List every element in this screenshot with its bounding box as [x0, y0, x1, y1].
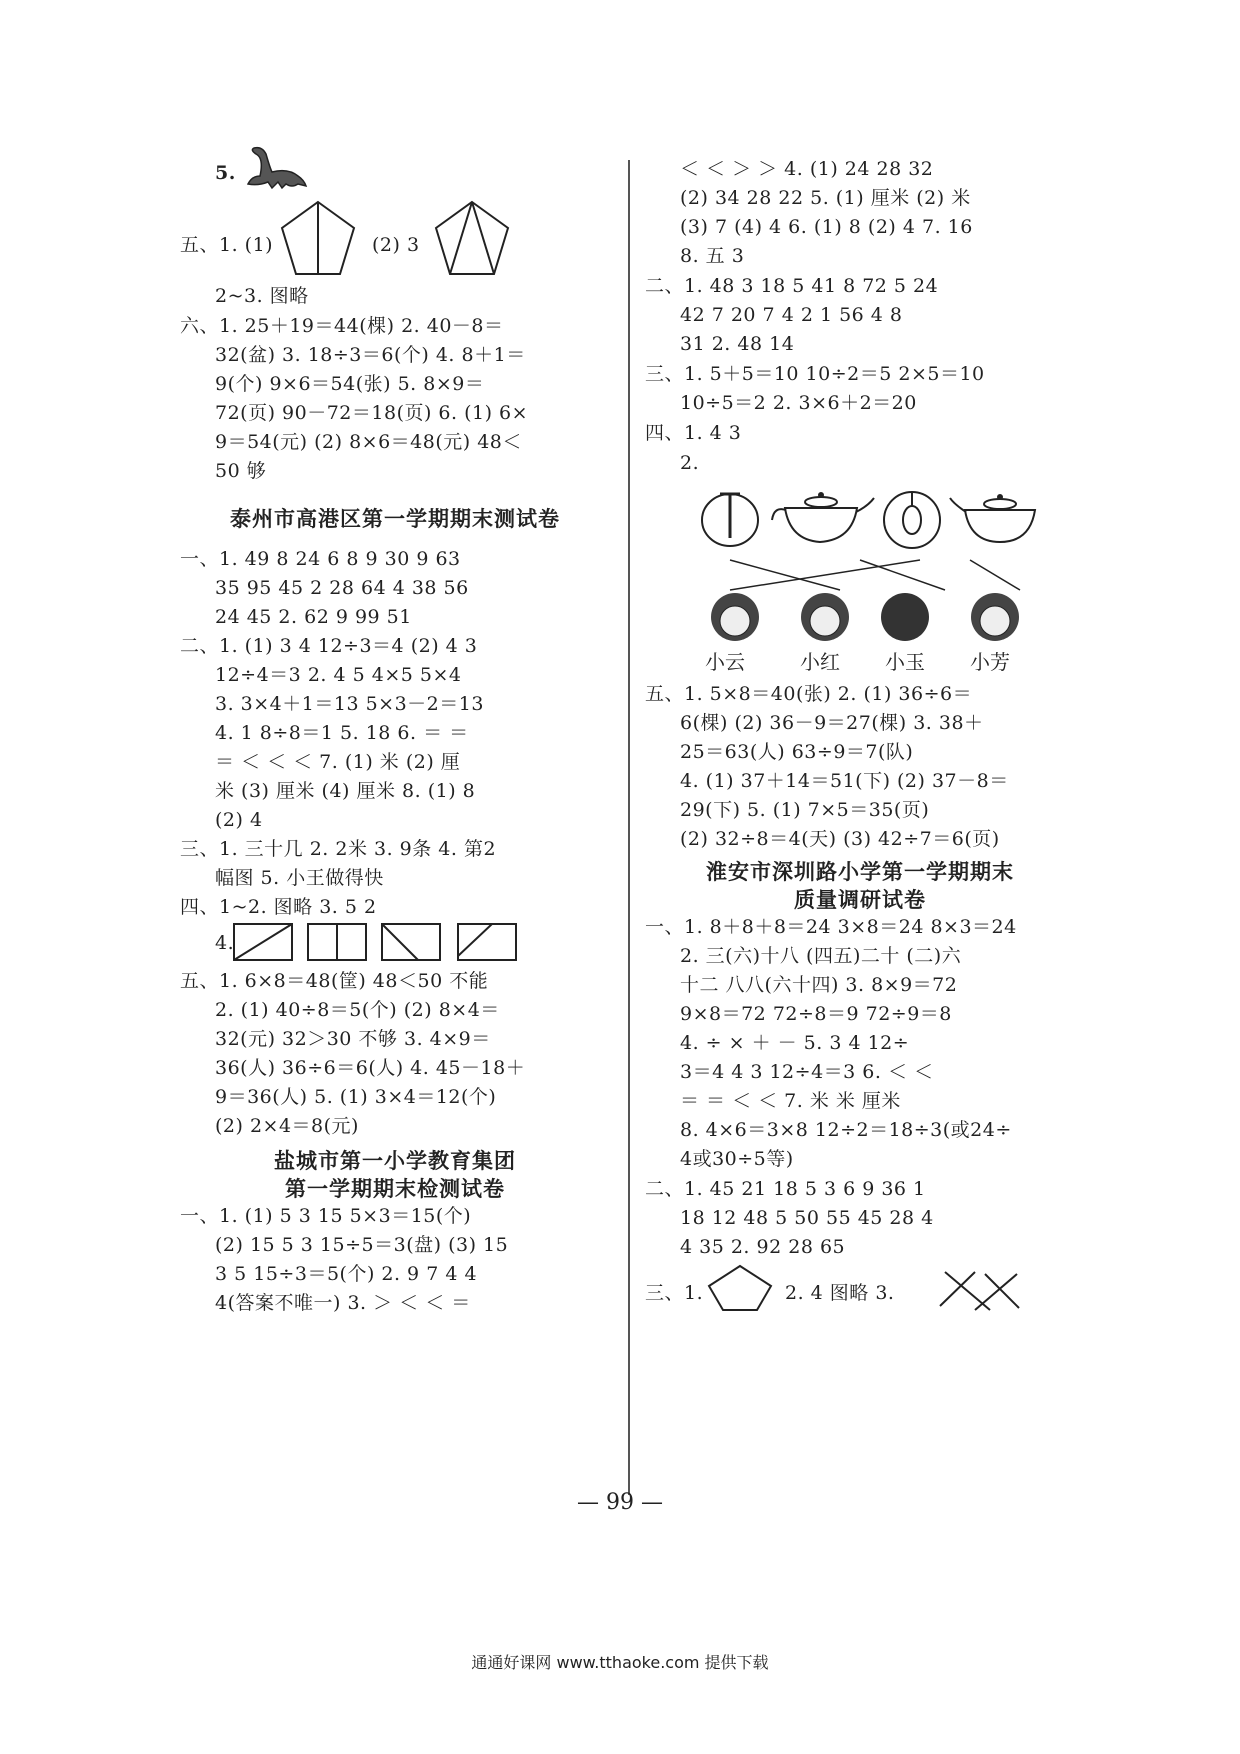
line: 3 5 15÷3＝5(个) 2. 9 7 4 4 [215, 1263, 478, 1285]
line: 2. [680, 452, 700, 474]
line: 4(答案不唯一) 3. ＞ ＜ ＜ ＝ [215, 1292, 471, 1314]
section-title: 泰州市高港区第一学期期末测试卷 [230, 507, 560, 531]
line: 一、1. 8＋8＋8＝24 3×8＝24 8×3＝24 [645, 916, 1017, 938]
line: ＝ ＝ ＜ ＜ 7. 米 米 厘米 [680, 1090, 901, 1112]
child-icon [801, 593, 849, 641]
line: 五、1. (1) [180, 234, 274, 256]
line: 4. 1 8÷8＝1 5. 18 6. ＝ ＝ [215, 722, 469, 744]
line: 三、1. 5＋5＝10 10÷2＝5 2×5＝10 [645, 363, 985, 385]
line: 4. (1) 37＋14＝51(下) (2) 37－8＝ [680, 770, 1009, 792]
line: 十二 八八(六十四) 3. 8×9＝72 [680, 974, 958, 996]
crossed-lines-figure [935, 1266, 1025, 1316]
line: 三、1. [645, 1282, 704, 1304]
column-divider [628, 160, 630, 1495]
line: 2. 4 图略 3. [785, 1282, 895, 1304]
line: 10÷5＝2 2. 3×6＋2＝20 [680, 392, 917, 414]
section-title: 淮安市深圳路小学第一学期期末 [706, 860, 1014, 884]
line: 一、1. 49 8 24 6 8 9 30 9 63 [180, 548, 461, 570]
line: 二、1. 48 3 18 5 41 8 72 5 24 [645, 275, 939, 297]
line: 29(下) 5. (1) 7×5＝35(页) [680, 799, 930, 821]
line: 二、1. (1) 3 4 12÷3＝4 (2) 4 3 [180, 635, 478, 657]
child-icon [711, 593, 759, 641]
teapot-side-view-1 [772, 492, 874, 542]
page-number: — 99 — [577, 1490, 663, 1515]
line: 3＝4 4 3 12÷4＝3 6. ＜ ＜ [680, 1061, 934, 1083]
line: 50 够 [215, 460, 267, 482]
line: 9×8＝72 72÷8＝9 72÷9＝8 [680, 1003, 952, 1025]
line: 幅图 5. 小王做得快 [215, 867, 384, 889]
line: 8. 五 3 [680, 245, 745, 267]
line: ＝ ＜ ＜ ＜ 7. (1) 米 (2) 厘 [215, 751, 461, 773]
line: (3) 7 (4) 4 6. (1) 8 (2) 4 7. 16 [680, 216, 973, 238]
line: 四、1. 4 3 [645, 422, 742, 444]
teapot-side-view-2 [950, 494, 1035, 542]
teapot-top-view-lid [884, 492, 940, 548]
section-title: 盐城市第一小学教育集团 [274, 1149, 516, 1173]
child-name-label: 小云 [705, 650, 745, 674]
line: 5. [215, 162, 236, 184]
line: 12÷4＝3 2. 4 5 4×5 5×4 [215, 664, 462, 686]
line: 二、1. 45 21 18 5 3 6 9 36 1 [645, 1178, 926, 1200]
line: 31 2. 48 14 [680, 333, 795, 355]
line: 4. [215, 932, 235, 954]
line: 9＝36(人) 5. (1) 3×4＝12(个) [215, 1086, 497, 1108]
line: 35 95 45 2 28 64 4 38 56 [215, 577, 469, 599]
line: 4 35 2. 92 28 65 [680, 1236, 846, 1258]
line: 2. (1) 40÷8＝5(个) (2) 8×4＝ [215, 999, 500, 1021]
line: (2) 2×4＝8(元) [215, 1115, 359, 1137]
rectangle-divisions-figure [232, 920, 522, 964]
line: 42 7 20 7 4 2 1 56 4 8 [680, 304, 903, 326]
section-title: 质量调研试卷 [794, 888, 926, 912]
child-icon [971, 593, 1019, 641]
line: 五、1. 6×8＝48(筐) 48＜50 不能 [180, 970, 489, 992]
line: 2. 三(六)十八 (四五)二十 (二)六 [680, 945, 962, 967]
child-icon [881, 593, 929, 641]
line: ＜ ＜ ＞ ＞ 4. (1) 24 28 32 [680, 158, 934, 180]
line: 四、1~2. 图略 3. 5 2 [180, 896, 377, 918]
line: 一、1. (1) 5 3 15 5×3＝15(个) [180, 1205, 472, 1227]
line: 2~3. 图略 [215, 285, 309, 307]
pentagon-figure-2 [432, 198, 512, 278]
footer-watermark-text: 通通好课网 www.tthaoke.com 提供下载 [471, 1653, 769, 1672]
line: 4或30÷5等) [680, 1148, 794, 1170]
line: 32(盆) 3. 18÷3＝6(个) 4. 8＋1＝ [215, 344, 526, 366]
line: 9(个) 9×6＝54(张) 5. 8×9＝ [215, 373, 485, 395]
line: 18 12 48 5 50 55 45 28 4 [680, 1207, 934, 1229]
teapot-top-view [702, 494, 758, 546]
line: 25＝63(人) 63÷9＝7(队) [680, 741, 914, 763]
line: 36(人) 36÷6＝6(人) 4. 45－18＋ [215, 1057, 526, 1079]
dinosaur-icon [238, 146, 310, 192]
line: (2) 34 28 22 5. (1) 厘米 (2) 米 [680, 187, 971, 209]
child-name-label: 小芳 [970, 650, 1010, 674]
line: (2) 4 [215, 809, 263, 831]
section-title: 第一学期期末检测试卷 [285, 1177, 505, 1201]
child-name-label: 小红 [800, 650, 840, 674]
line: 3. 3×4＋1＝13 5×3－2＝13 [215, 693, 484, 715]
pentagon-figure-3 [705, 1262, 775, 1314]
line: 6(棵) (2) 36－9＝27(棵) 3. 38＋ [680, 712, 984, 734]
pentagon-figure-1 [278, 198, 358, 278]
line: 24 45 2. 62 9 99 51 [215, 606, 412, 628]
line: 32(元) 32＞30 不够 3. 4×9＝ [215, 1028, 491, 1050]
child-name-label: 小玉 [885, 650, 925, 674]
line: (2) 32÷8＝4(天) (3) 42÷7＝6(页) [680, 828, 1000, 850]
line: 六、1. 25＋19＝44(棵) 2. 40－8＝ [180, 315, 504, 337]
line: 五、1. 5×8＝40(张) 2. (1) 36÷6＝ [645, 683, 973, 705]
children-figure [690, 585, 1050, 655]
line: (2) 3 [372, 234, 420, 256]
line: 8. 4×6＝3×8 12÷2＝18÷3(或24÷ [680, 1119, 1012, 1141]
line: (2) 15 5 3 15÷5＝3(盘) (3) 15 [215, 1234, 509, 1256]
line: 米 (3) 厘米 (4) 厘米 8. (1) 8 [215, 780, 476, 802]
line: 9＝54(元) (2) 8×6＝48(元) 48＜ [215, 431, 522, 453]
line: 4. ÷ × ＋ － 5. 3 4 12÷ [680, 1032, 910, 1054]
line: 72(页) 90－72＝18(页) 6. (1) 6× [215, 402, 529, 424]
line: 三、1. 三十几 2. 2米 3. 9条 4. 第2 [180, 838, 497, 860]
